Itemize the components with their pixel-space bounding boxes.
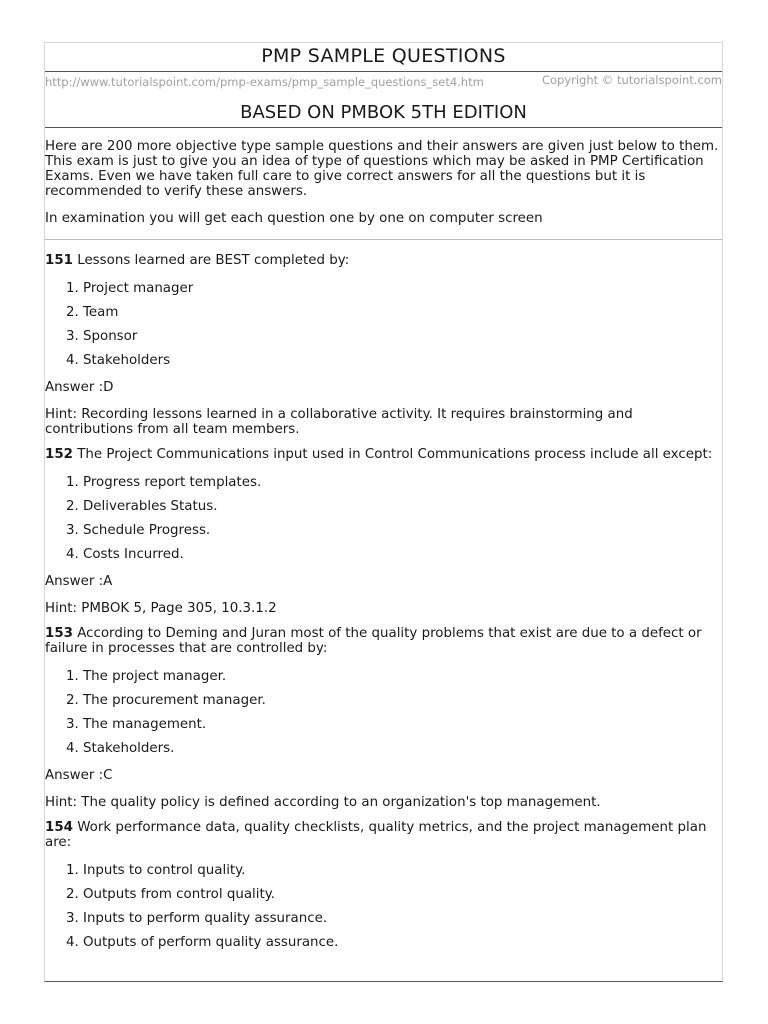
option-list [45, 669, 722, 765]
question-body: Lessons learned are BEST completed by: [77, 253, 350, 268]
option-item: 1. Project manager [83, 281, 722, 305]
question-body: According to Deming and Juran most of the quality problems that exist are due to a defect or failure in processes that are controlled by: [45, 626, 702, 656]
answer-text: Answer :A [45, 574, 113, 589]
intro-note: In examination you will get each question one by one on computer screen [45, 211, 543, 226]
option-item: 1. The project manager. [83, 669, 722, 693]
option-item: 4. Outputs of perform quality assurance. [83, 935, 722, 959]
option-item: 2. The procurement manager. [83, 693, 722, 717]
option-item: 3. Schedule Progress. [83, 523, 722, 547]
intro-paragraph: Here are 200 more objective type sample questions and their answers are given just below to them. This exam is just to give you an idea of type of questions which may be asked in PMP Certification Exams. Even we have taken full care to give correct answers for all the questions but it is recommended to verify these answers. [45, 139, 719, 199]
option-item: 3. Sponsor [83, 329, 722, 353]
question-154 [45, 820, 722, 959]
document-page [44, 42, 723, 982]
question-body: Work performance data, quality checklists, quality metrics, and the project management plan are: [45, 820, 707, 850]
question-number: 153 [45, 626, 73, 641]
question-number: 154 [45, 820, 73, 835]
question-152 [45, 447, 722, 616]
option-list [45, 863, 722, 959]
page-title: PMP SAMPLE QUESTIONS [45, 43, 722, 72]
option-item: 2. Outputs from control quality. [83, 887, 722, 911]
question-151 [45, 253, 722, 437]
question-text [45, 626, 722, 656]
option-item: 4. Stakeholders. [83, 741, 722, 765]
option-item: 1. Progress report templates. [83, 475, 722, 499]
question-153 [45, 626, 722, 810]
option-list [45, 281, 722, 377]
hint-text: Hint: The quality policy is defined according to an organization's top management. [45, 795, 601, 810]
option-item: 4. Stakeholders [83, 353, 722, 377]
option-item: 3. The management. [83, 717, 722, 741]
page-subtitle: BASED ON PMBOK 5TH EDITION [45, 89, 722, 128]
option-item: 3. Inputs to perform quality assurance. [83, 911, 722, 935]
question-body: The Project Communications input used in Control Communications process include all except: [77, 447, 713, 462]
option-item: 4. Costs Incurred. [83, 547, 722, 571]
option-list [45, 475, 722, 571]
question-text [45, 820, 722, 850]
option-item: 1. Inputs to control quality. [83, 863, 722, 887]
question-text [45, 447, 722, 462]
meta-bar [45, 72, 722, 89]
question-text [45, 253, 722, 268]
intro-section [45, 128, 722, 240]
option-item: 2. Deliverables Status. [83, 499, 722, 523]
answer-text: Answer :C [45, 768, 113, 783]
option-item: 2. Team [83, 305, 722, 329]
answer-text: Answer :D [45, 380, 114, 395]
question-number: 152 [45, 447, 73, 462]
questions-section [45, 240, 722, 959]
hint-text: Hint: PMBOK 5, Page 305, 10.3.1.2 [45, 601, 277, 616]
source-url: http://www.tutorialspoint.com/pmp-exams/pmp_sample_questions_set4.htm [45, 75, 484, 89]
hint-text: Hint: Recording lessons learned in a collaborative activity. It requires brainstorming and contributions from all team members. [45, 407, 633, 437]
copyright-text: Copyright © tutorialspoint.com [541, 73, 722, 87]
question-number: 151 [45, 253, 73, 268]
